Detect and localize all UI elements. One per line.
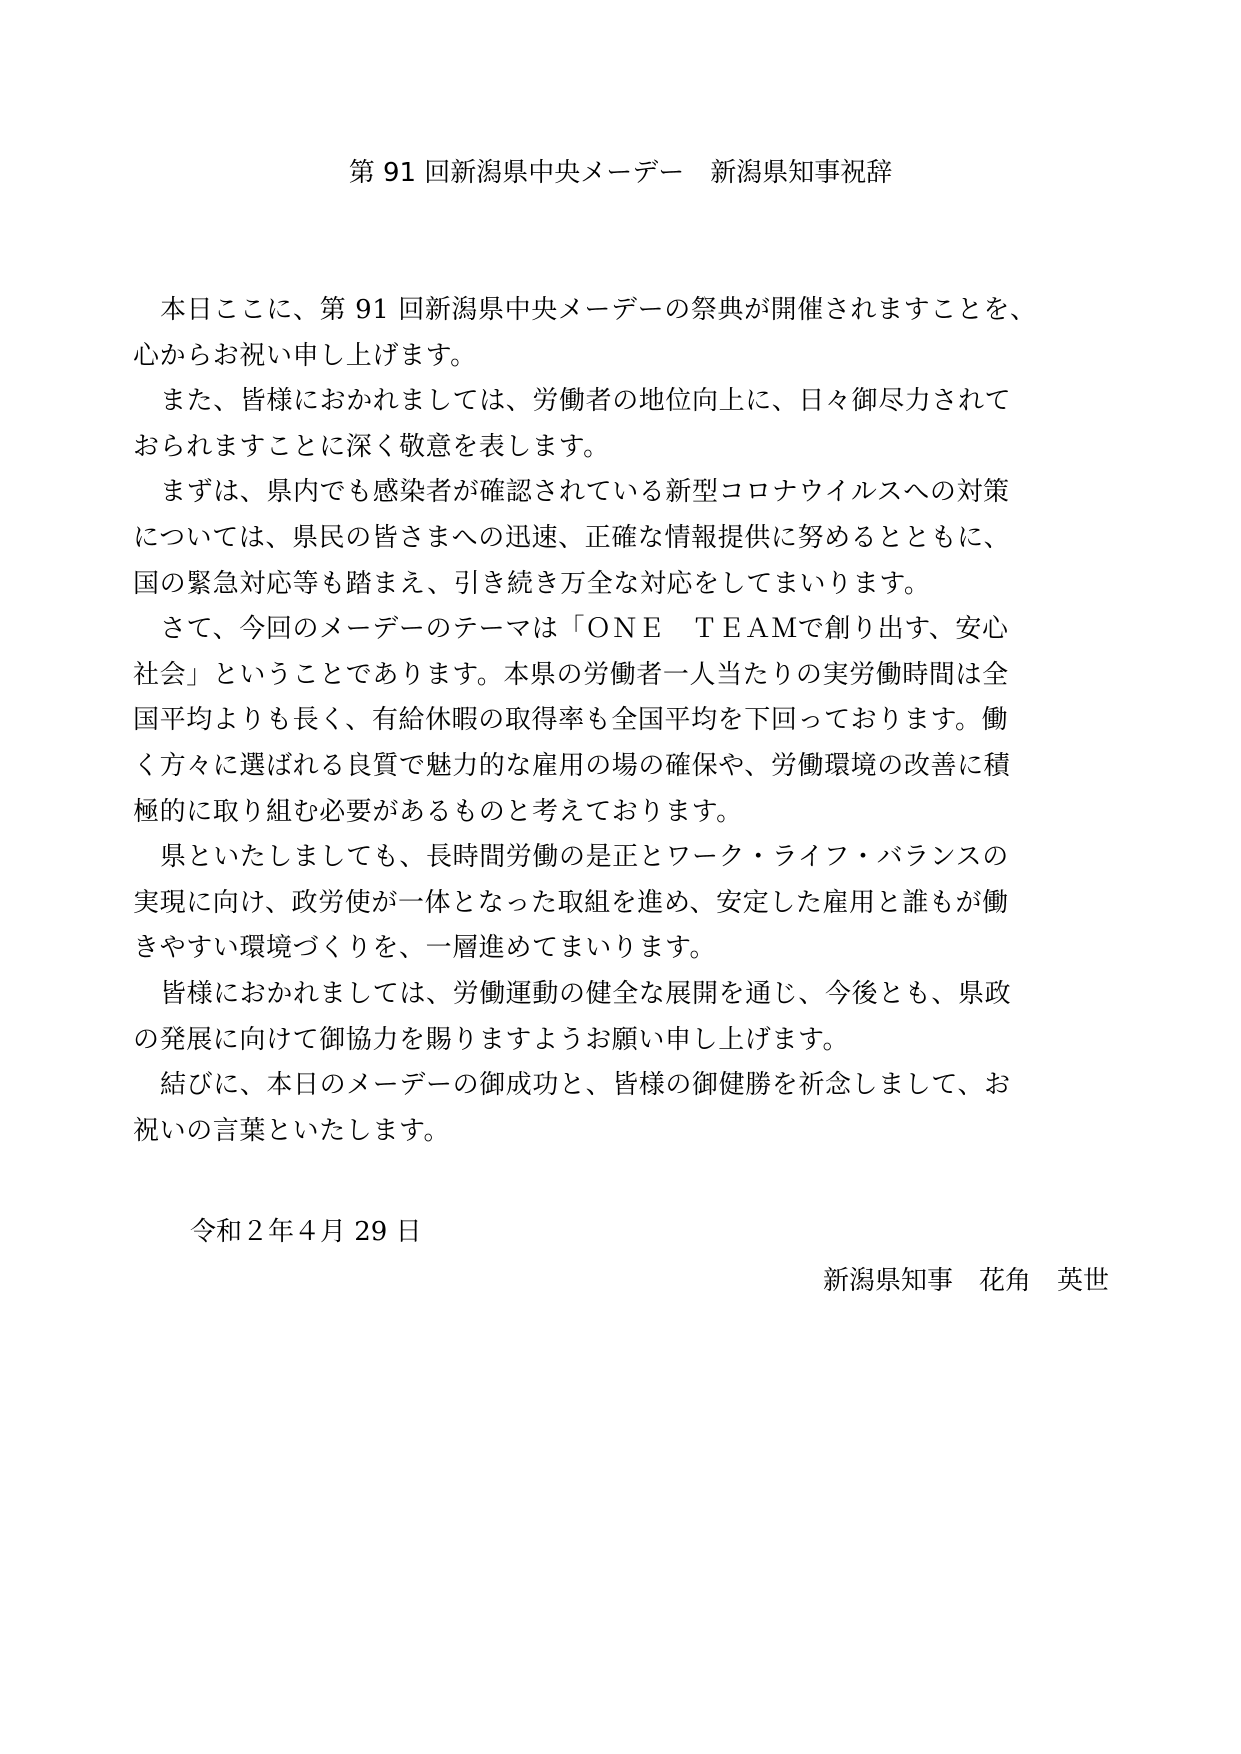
- paragraph-2-line-2: おられますことに深く敬意を表します。: [133, 431, 610, 462]
- paragraph-4-line-3: 国平均よりも長く、有給休暇の取得率も全国平均を下回っております。働: [133, 705, 1009, 736]
- paragraph-3-line-3: 国の緊急対応等も踏まえ、引き続き万全な対応をしてまいります。: [133, 568, 931, 599]
- paragraph-5-line-2: 実現に向け、政労使が一体となった取組を進め、安定した雇用と誰もが働: [133, 887, 1009, 918]
- paragraph-4-line-2: 社会」ということであります。本県の労働者一人当たりの実労働時間は全: [133, 659, 1009, 690]
- paragraph-3-line-2: については、県民の皆さまへの迅速、正確な情報提供に努めるとともに、: [133, 522, 1011, 553]
- paragraph-3-line-1: まずは、県内でも感染者が確認されている新型コロナウイルスへの対策: [160, 477, 1010, 508]
- paragraph-5-line-3: きやすい環境づくりを、一層進めてまいります。: [133, 933, 717, 964]
- paragraph-6-line-1: 皆様におかれましては、労働運動の健全な展開を通じ、今後とも、県政: [160, 978, 1012, 1009]
- document-title: 第 91 回新潟県中央メーデー 新潟県知事祝辞: [348, 158, 893, 188]
- paragraph-1-line-1: 本日ここに、第 91 回新潟県中央メーデーの祭典が開催されますことを、: [160, 295, 1037, 325]
- paragraph-6-line-2: の発展に向けて御協力を賜りますようお願い申し上げます。: [133, 1024, 850, 1055]
- paragraph-4-line-5: 極的に取り組む必要があるものと考えております。: [133, 796, 743, 827]
- paragraph-4-line-4: く方々に選ばれる良質で魅力的な雇用の場の確保や、労働環境の改善に積: [133, 750, 1011, 781]
- speech-body: [133, 288, 1113, 1154]
- paragraph-7-line-2: 祝いの言葉といたします。: [133, 1115, 451, 1146]
- paragraph-5-line-1: 県といたしましても、長時間労働の是正とワーク・ライフ・バランスの: [160, 842, 1009, 873]
- document-date: 令和２年４月 29 日: [190, 1217, 422, 1247]
- paragraph-4-line-1: さて、今回のメーデーのテーマは「ＯＮＥ ＴＥＡＭで創り出す、安心: [160, 614, 1009, 645]
- paragraph-1-line-2: 心からお祝い申し上げます。: [133, 340, 477, 371]
- paragraph-2-line-1: また、皆様におかれましては、労働者の地位向上に、日々御尽力されて: [160, 386, 1012, 417]
- paragraph-7-line-1: 結びに、本日のメーデーの御成功と、皆様の御健勝を祈念しまして、お: [160, 1070, 1011, 1101]
- signature: 新潟県知事 花角 英世: [822, 1266, 1109, 1296]
